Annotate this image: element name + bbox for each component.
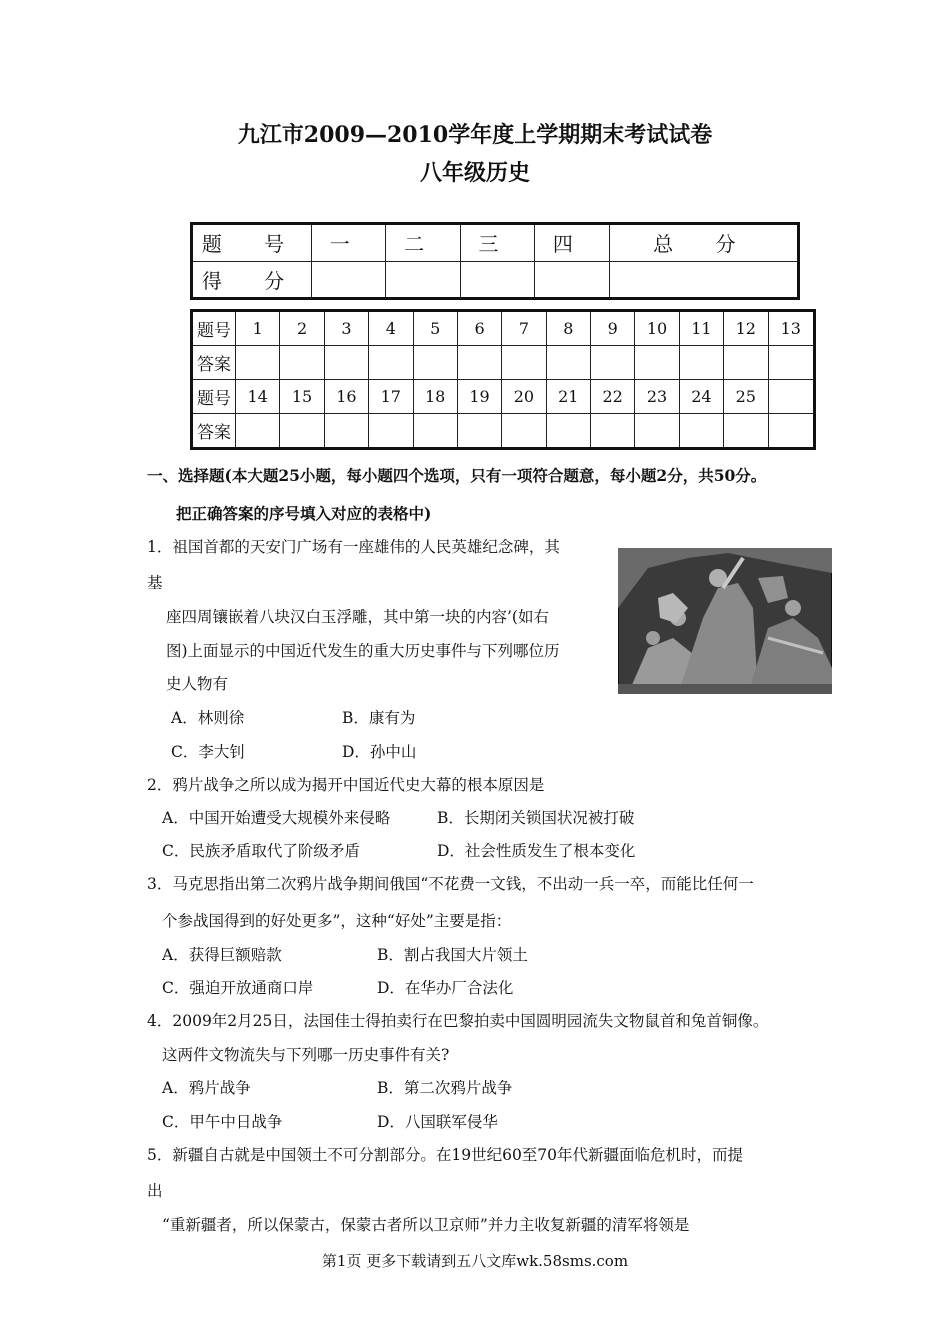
answer-cell[interactable]: [768, 346, 815, 380]
question-number-cell: 7: [502, 311, 546, 346]
score-cell[interactable]: [460, 261, 534, 299]
question-number-cell: 16: [324, 380, 368, 414]
answer-row: [192, 346, 815, 380]
question-number-cell: 19: [457, 380, 501, 414]
answer-cell[interactable]: [457, 346, 501, 380]
question-number-cell: 6: [457, 311, 501, 346]
question-number-cell: 22: [591, 380, 635, 414]
q2-line: 2．鸦片战争之所以成为揭开中国近代史大幕的根本原因是: [147, 776, 545, 794]
answer-cell[interactable]: [768, 414, 815, 449]
relief-sculpture-image: [618, 548, 832, 694]
exam-title: 九江市2009—2010学年度上学期期末考试试卷: [237, 122, 713, 148]
question-number-cell: 21: [546, 380, 590, 414]
q4-line: 4．2009年2月25日，法国佳士得拍卖行在巴黎拍卖中国圆明园流失文物鼠首和兔首铜像。: [147, 1012, 769, 1030]
answer-cell[interactable]: [457, 414, 501, 449]
score-value-row: [192, 261, 799, 299]
q5-line: 5．新疆自古就是中国领土不可分割部分。在19世纪60至70年代新疆面临危机时，而提: [147, 1146, 744, 1164]
answer-cell[interactable]: [280, 414, 324, 449]
q4-option-c: C．甲午中日战争: [162, 1113, 283, 1131]
q2-option-b: B．长期闭关锁国状况被打破: [437, 809, 635, 827]
q5-line: 出: [147, 1182, 163, 1200]
answer-cell[interactable]: [236, 346, 280, 380]
q1-option-c: C．李大钊: [171, 743, 245, 761]
question-number-cell: 8: [546, 311, 590, 346]
q3-option-a: A．获得巨额赔款: [162, 946, 282, 964]
answer-cell[interactable]: [369, 414, 413, 449]
q1-option-d: D．孙中山: [342, 743, 417, 761]
score-header-cell: 三: [460, 224, 534, 262]
answer-cell[interactable]: [724, 346, 768, 380]
q1-line: 基: [147, 574, 163, 592]
answer-cell[interactable]: [324, 346, 368, 380]
question-number-cell: 5: [413, 311, 457, 346]
section-heading: 一、选择题(本大题25小题，每小题四个选项，只有一项符合题意，每小题2分，共50分。: [147, 466, 767, 485]
question-number-cell: 11: [679, 311, 723, 346]
question-number-cell: 10: [635, 311, 679, 346]
question-number-cell: 25: [724, 380, 768, 414]
q2-option-c: C．民族矛盾取代了阶级矛盾: [162, 842, 360, 860]
question-number-cell: 18: [413, 380, 457, 414]
q3-line: 个参战国得到的好处更多”，这种“好处”主要是指：: [162, 912, 512, 930]
question-number-cell: 14: [236, 380, 280, 414]
answer-cell[interactable]: [236, 414, 280, 449]
answer-cell[interactable]: [502, 414, 546, 449]
answer-row: [192, 414, 815, 449]
answer-cell[interactable]: [546, 346, 590, 380]
q2-option-d: D．社会性质发生了根本变化: [437, 842, 636, 860]
question-number-cell: 20: [502, 380, 546, 414]
answer-number-row: [192, 311, 815, 346]
answer-cell[interactable]: [280, 346, 324, 380]
score-cell[interactable]: [609, 261, 798, 299]
q3-option-b: B．割占我国大片领土: [377, 946, 528, 964]
question-number-cell: 15: [280, 380, 324, 414]
answer-cell[interactable]: [635, 346, 679, 380]
question-number-cell: 9: [591, 311, 635, 346]
score-cell[interactable]: [535, 261, 609, 299]
score-header-cell: 二: [386, 224, 460, 262]
answer-label: 答案: [192, 414, 236, 449]
answer-cell[interactable]: [413, 346, 457, 380]
score-header-row: [192, 224, 799, 262]
answer-cell[interactable]: [324, 414, 368, 449]
q1-option-b: B．康有为: [342, 709, 416, 727]
score-table: [190, 222, 800, 300]
number-label: 题号: [192, 311, 236, 346]
question-number-cell: [768, 380, 815, 414]
question-number-cell: 12: [724, 311, 768, 346]
answer-label: 答案: [192, 346, 236, 380]
q4-line: 这两件文物流失与下列哪一历史事件有关?: [162, 1046, 450, 1064]
score-label-cell: 得 分: [192, 261, 312, 299]
q1-line: 史人物有: [166, 675, 229, 693]
answer-number-row: [192, 380, 815, 414]
q4-option-d: D．八国联军侵华: [377, 1113, 498, 1131]
answer-cell[interactable]: [635, 414, 679, 449]
question-number-cell: 3: [324, 311, 368, 346]
answer-cell[interactable]: [591, 414, 635, 449]
q1-line: 图)上面显示的中国近代发生的重大历史事件与下列哪位历: [166, 642, 560, 660]
q3-line: 3．马克思指出第二次鸦片战争期间俄国“不花费一文钱，不出动一兵一卒，而能比任何一: [147, 875, 754, 893]
question-number-cell: 23: [635, 380, 679, 414]
question-number-cell: 13: [768, 311, 815, 346]
page-footer: 第1页 更多下载请到五八文库wk.58sms.com: [321, 1252, 629, 1270]
score-cell[interactable]: [386, 261, 460, 299]
q3-option-d: D．在华办厂合法化: [377, 979, 514, 997]
question-number-cell: 1: [236, 311, 280, 346]
score-header-cell: 总 分: [609, 224, 798, 262]
section-heading-cont: 把正确答案的序号填入对应的表格中): [176, 504, 432, 523]
question-number-cell: 17: [369, 380, 413, 414]
answer-table: [190, 309, 816, 450]
exam-subtitle: 八年级历史: [419, 160, 530, 186]
answer-cell[interactable]: [591, 346, 635, 380]
score-header-cell: 题 号: [192, 224, 312, 262]
q5-line: “重新疆者，所以保蒙古，保蒙古者所以卫京师”并力主收复新疆的清军将领是: [162, 1216, 690, 1234]
q4-option-a: A．鸦片战争: [162, 1079, 251, 1097]
q1-line: 1．祖国首都的天安门广场有一座雄伟的人民英雄纪念碑，其: [147, 538, 560, 556]
q1-option-a: A．林则徐: [171, 709, 245, 727]
answer-cell[interactable]: [502, 346, 546, 380]
score-header-cell: 一: [312, 224, 386, 262]
question-number-cell: 4: [369, 311, 413, 346]
answer-cell[interactable]: [724, 414, 768, 449]
question-number-cell: 24: [679, 380, 723, 414]
number-label: 题号: [192, 380, 236, 414]
q4-option-b: B．第二次鸦片战争: [377, 1079, 513, 1097]
score-cell[interactable]: [312, 261, 386, 299]
q2-option-a: A．中国开始遭受大规模外来侵略: [162, 809, 391, 827]
q1-line: 座四周镶嵌着八块汉白玉浮雕，其中第一块的内容’(如右: [166, 608, 549, 626]
answer-cell[interactable]: [679, 346, 723, 380]
answer-cell[interactable]: [546, 414, 590, 449]
answer-cell[interactable]: [413, 414, 457, 449]
q3-option-c: C．强迫开放通商口岸: [162, 979, 314, 997]
answer-cell[interactable]: [679, 414, 723, 449]
score-header-cell: 四: [535, 224, 609, 262]
answer-cell[interactable]: [369, 346, 413, 380]
question-number-cell: 2: [280, 311, 324, 346]
